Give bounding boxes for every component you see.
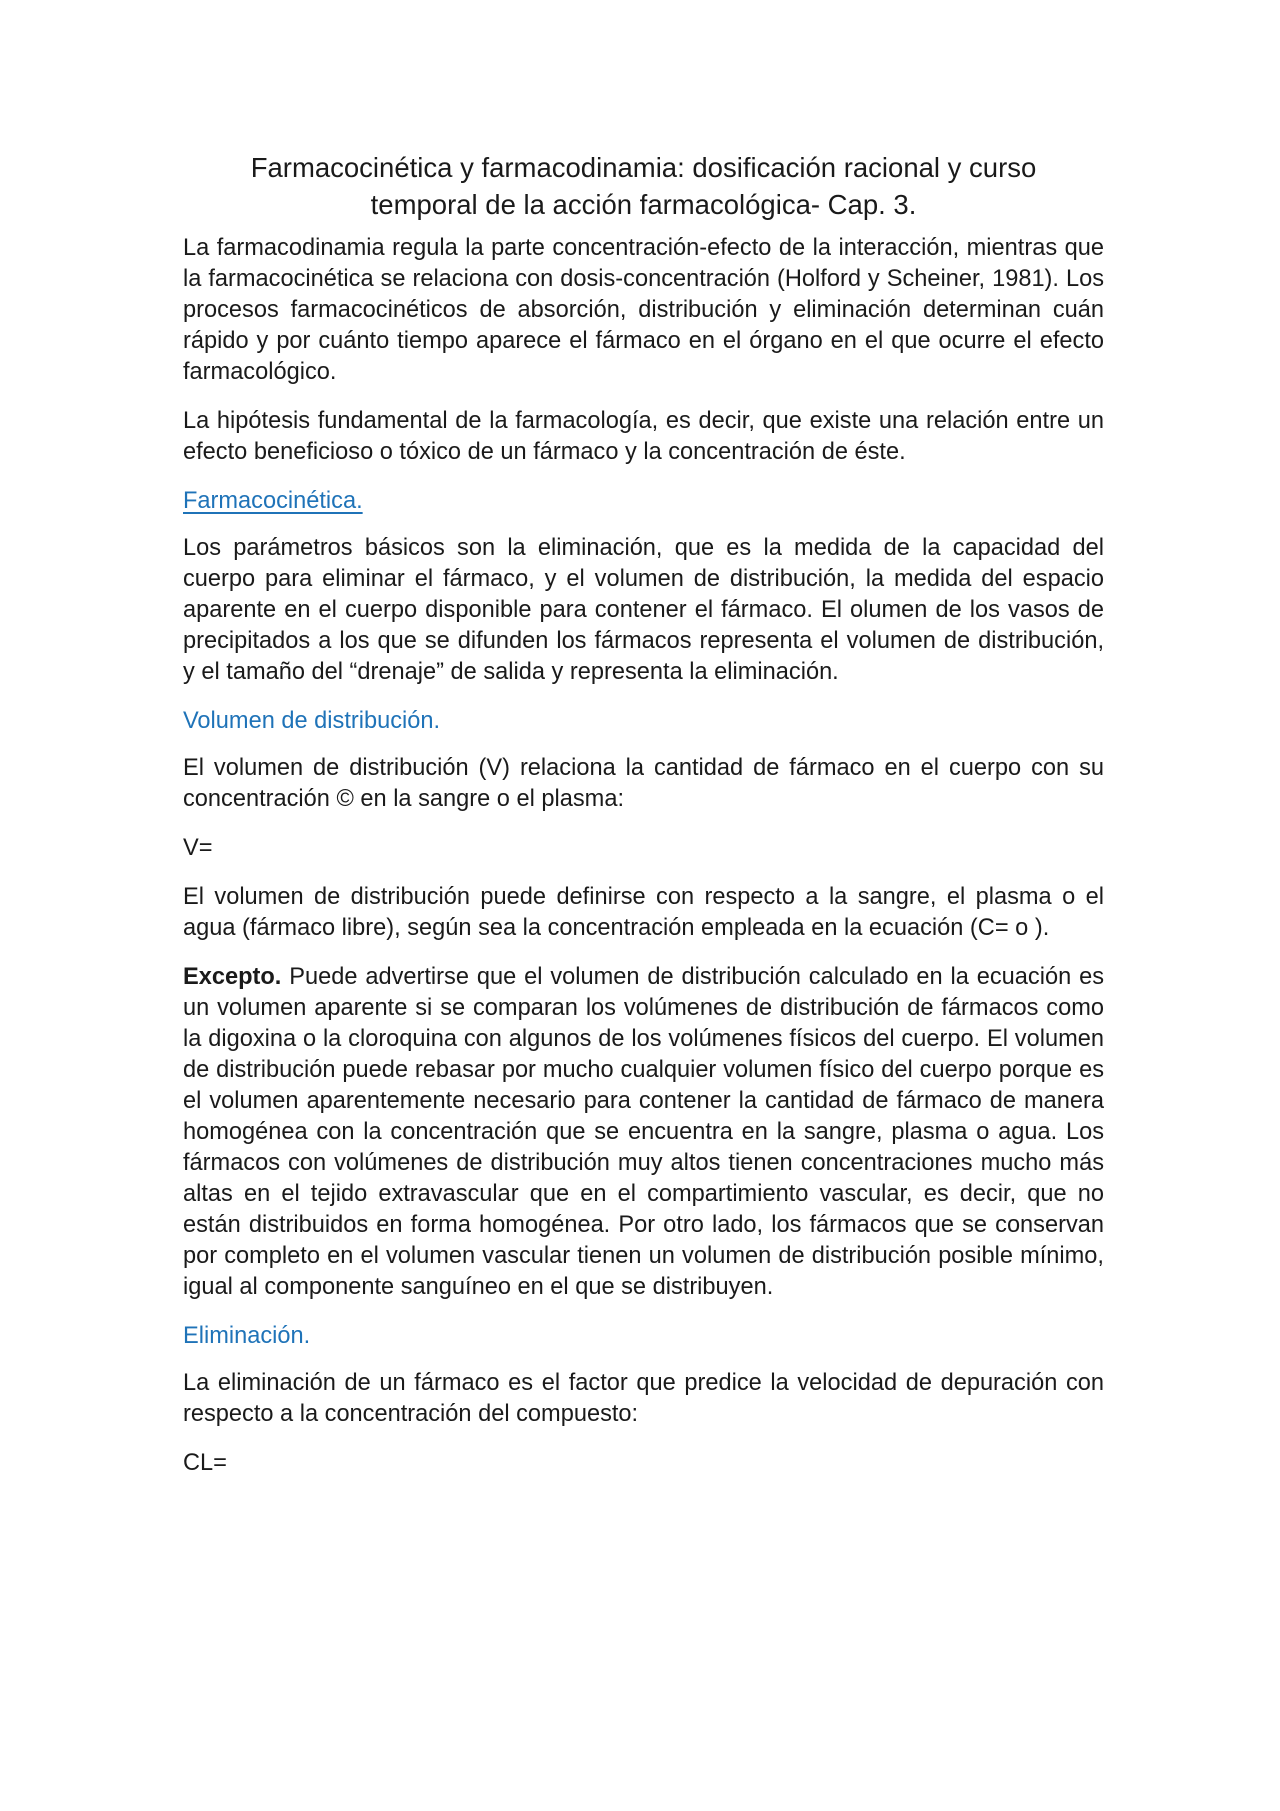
excepto-bold-lead: Excepto. [183,964,282,990]
excepto-paragraph [183,962,1104,1303]
document-title [183,150,1104,223]
excepto-text: Puede advertirse que el volumen de distribución calculado en la ecuación es un volumen aparente si se comparan los volúmenes de distribución de fármacos como la digoxina o la cloroquina con algunos de los volúmenes físicos del cuerpo. El volumen de distribución puede rebasar por mucho cualquier volumen físico del cuerpo porque es el volumen aparentemente necesario para contener la cantidad de fármaco de manera homogénea con la concentración que se encuentra en la sangre, plasma o agua. Los fármacos con volúmenes de distribución muy altos tienen concentraciones mucho más altas en el tejido extravascular que en el compartimiento vascular, es decir, que no están distribuidos en forma homogénea. Por otro lado, los fármacos que se conservan por completo en el volumen vascular tienen un volumen de distribución posible mínimo, igual al componente sanguíneo en el que se distribuyen. [183,964,1104,1300]
section-heading-eliminacion: Eliminación. [183,1323,311,1349]
intro-paragraph-1: La farmacodinamia regula la parte concentración-efecto de la interacción, mientras que la farmacocinética se relaciona con dosis-concentración (Holford y Scheiner, 1981). Los procesos farmacocinéticos de absorción, distribución y eliminación determinan cuán rápido y por cuánto tiempo aparece el fármaco en el órgano en el que ocurre el efecto farmacológico. [183,235,1104,385]
volumen-paragraph-2: El volumen de distribución puede definirse con respecto a la sangre, el plasma o el agua (fármaco libre), según sea la concentración empleada en la ecuación (C= o ). [183,884,1104,941]
volumen-formula: V= [183,835,213,861]
section-heading-farmacocinetica-link[interactable]: Farmacocinética. [183,488,363,514]
title-line-2: temporal de la acción farmacológica- Cap. 3. [370,188,917,220]
eliminacion-paragraph: La eliminación de un fármaco es el factor que predice la velocidad de depuración con respecto a la concentración del compuesto: [183,1370,1104,1427]
intro-paragraph-2: La hipótesis fundamental de la farmacología, es decir, que existe una relación entre un efecto beneficioso o tóxico de un fármaco y la concentración de éste. [183,408,1104,465]
title-line-1: Farmacocinética y farmacodinamia: dosificación racional y curso [250,152,1037,183]
farmacocinetica-paragraph: Los parámetros básicos son la eliminación, que es la medida de la capacidad del cuerpo para eliminar el fármaco, y el volumen de distribución, la medida del espacio aparente en el cuerpo disponible para contener el fármaco. El olumen de los vasos de precipitados a los que se difunden los fármacos representa el volumen de distribución, y el tamaño del “drenaje” de salida y representa la eliminación. [183,535,1104,685]
eliminacion-formula: CL= [183,1450,227,1476]
volumen-paragraph: El volumen de distribución (V) relaciona la cantidad de fármaco en el cuerpo con su concentración © en la sangre o el plasma: [183,755,1104,812]
document-page [183,150,1104,1497]
section-heading-farmacocinetica[interactable] [183,486,1104,517]
section-heading-volumen-distribucion: Volumen de distribución. [183,708,441,734]
